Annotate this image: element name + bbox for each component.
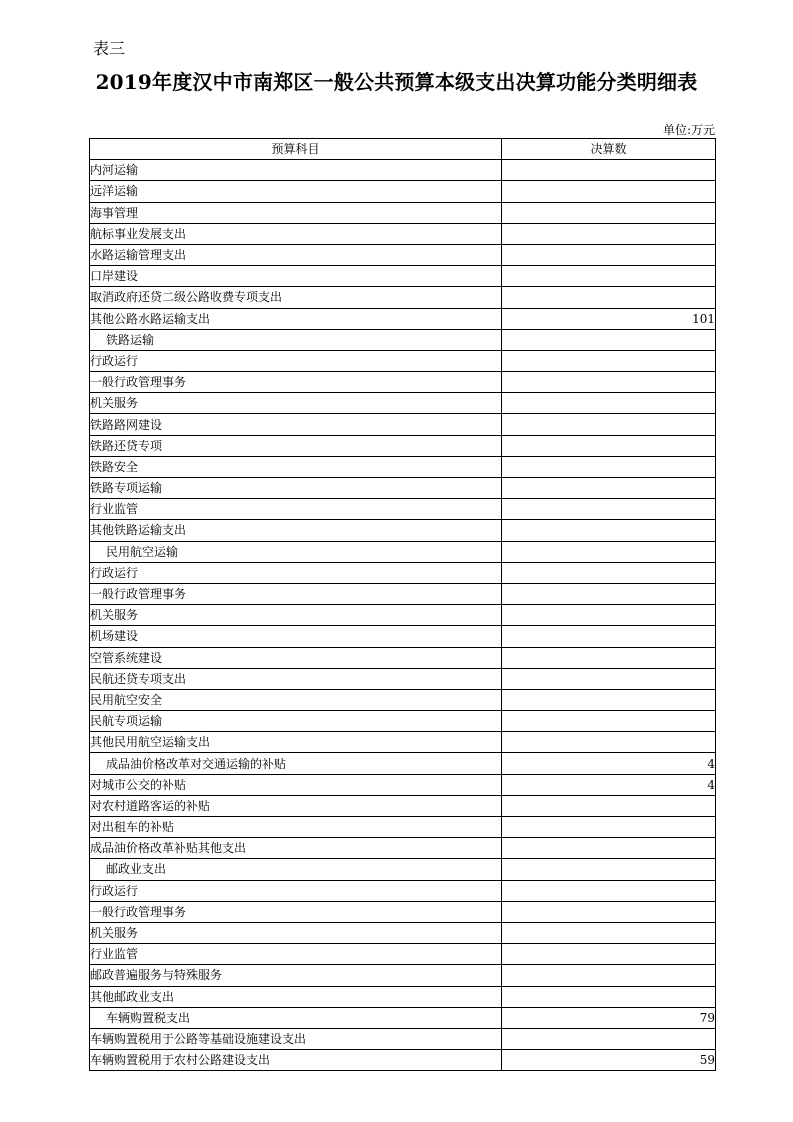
row-subject: 其他邮政业支出 (90, 986, 502, 1007)
row-subject: 取消政府还贷二级公路收费专项支出 (90, 287, 502, 308)
row-subject: 车辆购置税支出 (90, 1007, 502, 1028)
table-row (90, 647, 716, 668)
row-amount (502, 859, 716, 880)
row-amount (502, 1028, 716, 1049)
row-amount (502, 880, 716, 901)
row-subject: 一般行政管理事务 (90, 901, 502, 922)
row-amount (502, 838, 716, 859)
table-row (90, 583, 716, 604)
row-amount (502, 393, 716, 414)
row-subject: 机场建设 (90, 626, 502, 647)
row-amount (502, 689, 716, 710)
row-amount (502, 435, 716, 456)
table-row (90, 753, 716, 774)
row-subject: 铁路专项运输 (90, 478, 502, 499)
row-amount: 59 (502, 1050, 716, 1071)
table-row (90, 308, 716, 329)
row-amount (502, 795, 716, 816)
table-row (90, 372, 716, 393)
table-row (90, 817, 716, 838)
row-subject: 铁路还贷专项 (90, 435, 502, 456)
row-amount: 4 (502, 753, 716, 774)
row-amount (502, 944, 716, 965)
row-subject: 机关服务 (90, 922, 502, 943)
row-subject: 民航还贷专项支出 (90, 668, 502, 689)
row-subject: 邮政普遍服务与特殊服务 (90, 965, 502, 986)
table-row (90, 478, 716, 499)
table-row (90, 986, 716, 1007)
table-row (90, 244, 716, 265)
row-amount (502, 520, 716, 541)
header-row (90, 139, 716, 160)
table-row (90, 393, 716, 414)
table-row (90, 541, 716, 562)
row-amount (502, 244, 716, 265)
table-row (90, 689, 716, 710)
row-amount (502, 605, 716, 626)
column-header-subject: 预算科目 (90, 139, 502, 160)
table-row (90, 880, 716, 901)
row-amount (502, 223, 716, 244)
table-row (90, 414, 716, 435)
row-subject: 成品油价格改革补贴其他支出 (90, 838, 502, 859)
table-row (90, 605, 716, 626)
table-row (90, 181, 716, 202)
row-subject: 内河运输 (90, 160, 502, 181)
row-subject: 民用航空运输 (90, 541, 502, 562)
row-amount (502, 817, 716, 838)
row-subject: 机关服务 (90, 605, 502, 626)
table-row (90, 732, 716, 753)
table-row (90, 435, 716, 456)
row-amount (502, 181, 716, 202)
row-subject: 行业监管 (90, 944, 502, 965)
row-amount (502, 647, 716, 668)
row-amount (502, 414, 716, 435)
row-amount (502, 202, 716, 223)
row-amount (502, 668, 716, 689)
row-subject: 海事管理 (90, 202, 502, 223)
row-amount (502, 329, 716, 350)
row-subject: 邮政业支出 (90, 859, 502, 880)
row-subject: 铁路安全 (90, 456, 502, 477)
row-subject: 民航专项运输 (90, 711, 502, 732)
row-subject: 铁路路网建设 (90, 414, 502, 435)
table-row (90, 520, 716, 541)
table-row (90, 266, 716, 287)
table-row (90, 965, 716, 986)
row-subject: 其他铁路运输支出 (90, 520, 502, 541)
row-amount (502, 456, 716, 477)
row-amount (502, 160, 716, 181)
table-row (90, 859, 716, 880)
row-amount: 4 (502, 774, 716, 795)
row-subject: 行政运行 (90, 350, 502, 371)
page-title: 2019年度汉中市南郑区一般公共预算本级支出决算功能分类明细表 (95, 70, 698, 94)
unit-label: 单位:万元 (662, 123, 715, 137)
table-row (90, 1050, 716, 1071)
row-subject: 铁路运输 (90, 329, 502, 350)
table-row (90, 223, 716, 244)
table-row (90, 774, 716, 795)
row-subject: 空管系统建设 (90, 647, 502, 668)
table-row (90, 711, 716, 732)
row-subject: 行政运行 (90, 562, 502, 583)
row-subject: 其他民用航空运输支出 (90, 732, 502, 753)
table-row (90, 668, 716, 689)
table-row (90, 1007, 716, 1028)
table-row (90, 350, 716, 371)
row-subject: 车辆购置税用于公路等基础设施建设支出 (90, 1028, 502, 1049)
table-row (90, 456, 716, 477)
table-row (90, 1028, 716, 1049)
column-header-amount: 决算数 (502, 139, 716, 160)
table-row (90, 901, 716, 922)
table-row (90, 287, 716, 308)
table-tag: 表三 (93, 39, 126, 58)
row-subject: 一般行政管理事务 (90, 372, 502, 393)
row-amount: 101 (502, 308, 716, 329)
row-amount (502, 350, 716, 371)
row-subject: 成品油价格改革对交通运输的补贴 (90, 753, 502, 774)
row-amount (502, 562, 716, 583)
row-amount (502, 965, 716, 986)
row-subject: 口岸建设 (90, 266, 502, 287)
table-row (90, 795, 716, 816)
row-amount (502, 478, 716, 499)
row-subject: 对出租车的补贴 (90, 817, 502, 838)
table-row (90, 562, 716, 583)
table-row (90, 838, 716, 859)
table-row (90, 499, 716, 520)
row-subject: 水路运输管理支出 (90, 244, 502, 265)
table-row (90, 202, 716, 223)
budget-table (89, 138, 716, 1071)
row-subject: 机关服务 (90, 393, 502, 414)
table-row (90, 626, 716, 647)
row-subject: 民用航空安全 (90, 689, 502, 710)
row-amount (502, 266, 716, 287)
row-amount (502, 541, 716, 562)
row-amount: 79 (502, 1007, 716, 1028)
row-subject: 车辆购置税用于农村公路建设支出 (90, 1050, 502, 1071)
row-amount (502, 372, 716, 393)
row-subject: 对农村道路客运的补贴 (90, 795, 502, 816)
table-row (90, 160, 716, 181)
row-amount (502, 583, 716, 604)
row-amount (502, 986, 716, 1007)
row-amount (502, 901, 716, 922)
table-row (90, 329, 716, 350)
row-subject: 行政运行 (90, 880, 502, 901)
row-amount (502, 499, 716, 520)
table-row (90, 922, 716, 943)
row-amount (502, 732, 716, 753)
row-subject: 远洋运输 (90, 181, 502, 202)
table-row (90, 944, 716, 965)
row-subject: 其他公路水路运输支出 (90, 308, 502, 329)
row-subject: 一般行政管理事务 (90, 583, 502, 604)
row-amount (502, 711, 716, 732)
row-amount (502, 287, 716, 308)
row-subject: 行业监管 (90, 499, 502, 520)
row-subject: 对城市公交的补贴 (90, 774, 502, 795)
row-amount (502, 626, 716, 647)
row-amount (502, 922, 716, 943)
row-subject: 航标事业发展支出 (90, 223, 502, 244)
